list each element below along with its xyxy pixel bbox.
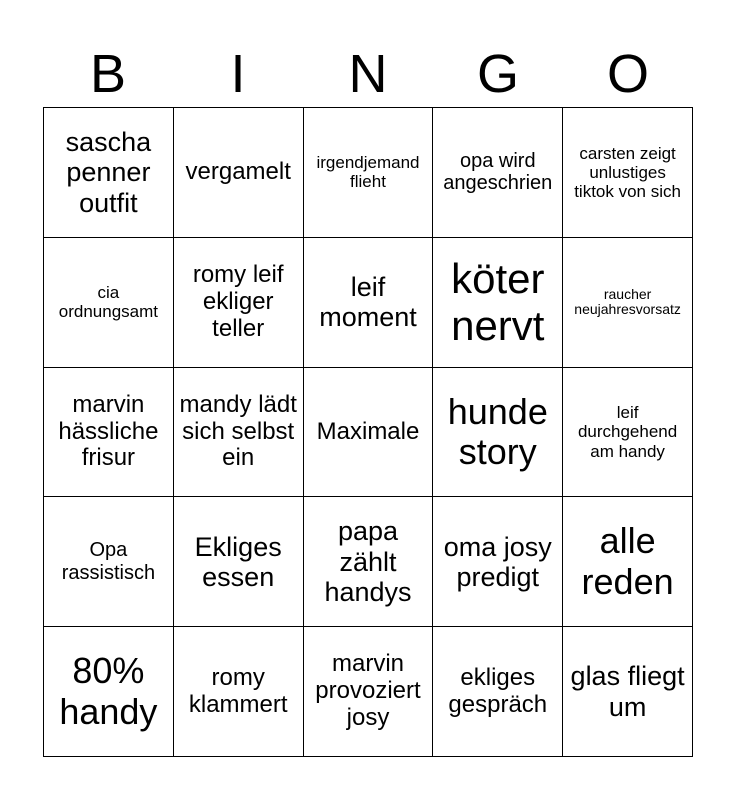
cell-label: köter nervt (451, 255, 545, 350)
bingo-cell-r4c1[interactable] (44, 497, 174, 627)
bingo-cell-r3c1[interactable] (44, 368, 174, 498)
cell-label: irgendjemand flieht (316, 153, 420, 192)
bingo-cell-r1c2[interactable] (174, 108, 304, 238)
cell-label: papa zählt handys (324, 516, 412, 607)
bingo-cell-r2c4[interactable] (433, 238, 563, 368)
cell-label: cia ordnungsamt (58, 283, 159, 322)
cell-label: opa wird angeschrien (443, 150, 553, 195)
bingo-cell-r5c3[interactable] (304, 627, 434, 757)
cell-label: raucher neujahresvorsatz (574, 285, 681, 318)
cell-label: leif moment (319, 271, 417, 333)
bingo-grid (43, 107, 693, 757)
bingo-cell-r1c5[interactable] (563, 108, 693, 238)
bingo-cell-r3c5[interactable] (563, 368, 693, 498)
cell-label: glas fliegt um (570, 661, 685, 722)
cell-label: Opa rassistisch (61, 539, 156, 584)
cell-label: ekliges gespräch (448, 663, 548, 718)
bingo-cell-r5c5[interactable] (563, 627, 693, 757)
header-letter-o: O (606, 44, 649, 104)
bingo-cell-r3c4[interactable] (433, 368, 563, 498)
bingo-cell-r3c2[interactable] (174, 368, 304, 498)
cell-label: sascha penner outfit (65, 127, 152, 218)
cell-label: romy klammert (188, 663, 288, 718)
bingo-cell-r5c4[interactable] (433, 627, 563, 757)
cell-label: mandy lädt sich selbst ein (179, 390, 297, 472)
cell-label: romy leif ekliger teller (192, 260, 284, 342)
bingo-cell-r2c5[interactable] (563, 238, 693, 368)
header-letter-i: I (230, 44, 246, 104)
bingo-cell-r4c2[interactable] (174, 497, 304, 627)
header-letter-b: B (89, 44, 127, 104)
cell-label: 80% handy (59, 650, 158, 732)
bingo-cell-r1c3[interactable] (304, 108, 434, 238)
bingo-cell-r4c4[interactable] (433, 497, 563, 627)
bingo-cell-r1c4[interactable] (433, 108, 563, 238)
header-letter-g: G (476, 44, 519, 104)
cell-label: marvin provoziert josy (315, 650, 421, 732)
bingo-cell-r4c5[interactable] (563, 497, 693, 627)
cell-label: oma josy predigt (443, 531, 552, 592)
bingo-header (43, 40, 693, 108)
header-letter-n: N (348, 44, 388, 104)
bingo-cell-r4c3[interactable] (304, 497, 434, 627)
cell-label: vergamelt (185, 157, 291, 185)
cell-label: marvin hässliche frisur (58, 390, 159, 472)
cell-label: Maximale (316, 417, 420, 445)
bingo-cell-r2c3[interactable] (304, 238, 434, 368)
bingo-cell-r5c1[interactable] (44, 627, 174, 757)
cell-label: leif durchgehend am handy (577, 403, 678, 461)
cell-label: Ekliges essen (194, 531, 282, 592)
bingo-cell-r1c1[interactable] (44, 108, 174, 238)
cell-label: hunde story (447, 390, 548, 472)
bingo-cell-r3c3[interactable] (304, 368, 434, 498)
cell-label: carsten zeigt unlustiges tiktok von sich (574, 143, 681, 201)
cell-label: alle reden (581, 520, 674, 602)
bingo-cell-r2c2[interactable] (174, 238, 304, 368)
bingo-cell-r5c2[interactable] (174, 627, 304, 757)
bingo-cell-r2c1[interactable] (44, 238, 174, 368)
